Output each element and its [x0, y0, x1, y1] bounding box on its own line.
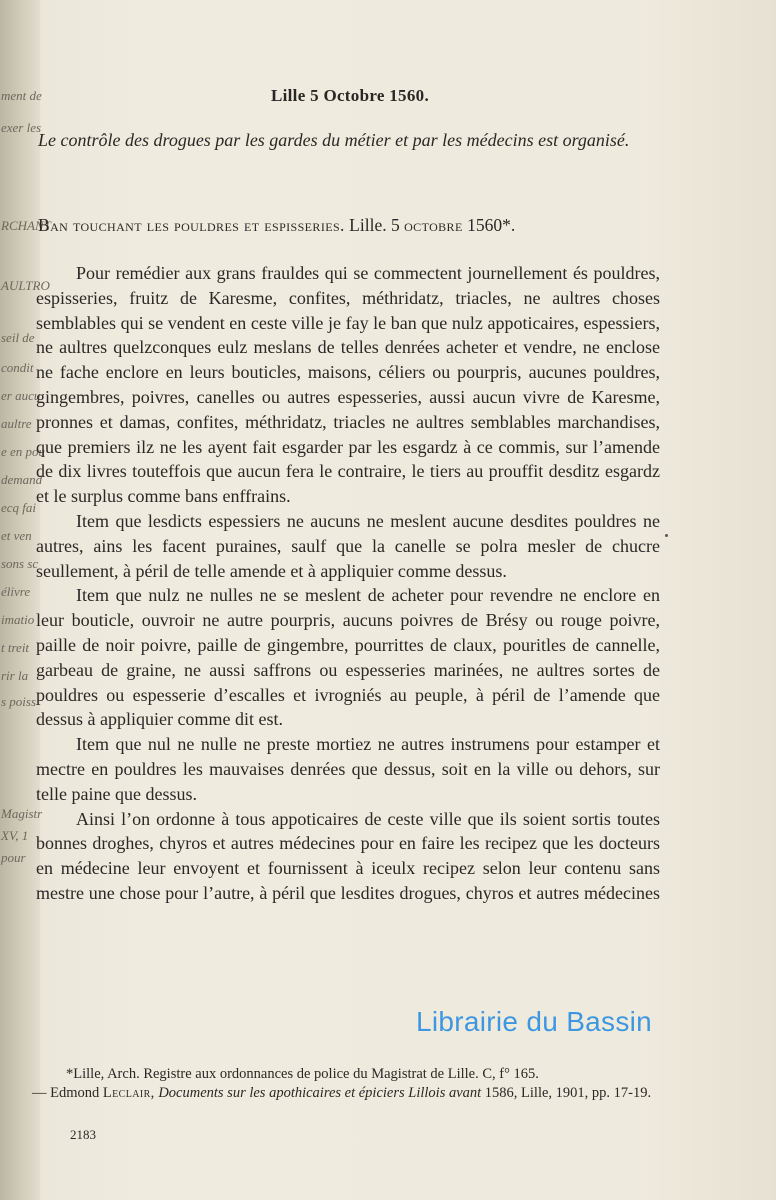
paragraph: Item que nulz ne nulles ne se meslent de acheter pour revendre ne enclore en leur bouticle, ouvroir ne autre pourpris, aucuns poivres de Brésy ou rouge poivre, paille de noir poivre, paille de gingembre, pourrittes de claux, pouritles de cannelle, garbeau de graine, ne aussi saffrons ou espesseries marinées, ne aultres sortes de pouldres ou espesserie d’escalles et ivrogniés au peuple, à péril de l’amende que dessus à appliquier comme dit est. [36, 585, 660, 730]
margin-bleed-text: ment de [1, 88, 42, 103]
footnote-author: Leclair, [102, 1084, 155, 1101]
margin-bleed-text: er aucu [1, 388, 41, 403]
paragraph: Item que lesdicts espessiers ne aucuns ne meslent aucune desdites pouldres ne autres, ains les facent puraines, saulf que la canelle se polra mesler de chucre seullement, à péril de telle amende et à appliquier comme dessus. [36, 510, 660, 581]
margin-bleed-text: condit [1, 360, 34, 375]
ban-heading-title: Ban touchant les pouldres et espisseries. [38, 215, 345, 235]
margin-bleed-text: pour [1, 850, 26, 865]
margin-bleed-text: exer les [1, 120, 42, 135]
margin-bleed-text: AULTRO [1, 278, 50, 293]
margin-bleed-text: XV, 1 [1, 828, 29, 843]
paragraph: Ainsi l’on ordonne à tous appoticaires de ceste ville que ils soient sortis toutes bonnes droghes, chyros et autres médecines pour en faire les recipez que les docteurs en médecine leur envoyent et fournissent à iceulx recipez selon leur contenu sans mestre une chose pour l’autre, à péril que lesdites drogues, chyros et autres médecines [36, 808, 660, 903]
margin-bleed-text: e en pou [1, 444, 46, 459]
margin-bleed-text: RCHANT [1, 218, 51, 233]
footnote-work: Documents sur les apothicaires et épiciers Lillois avant [158, 1084, 482, 1101]
ban-heading-place: Lille. 5 [349, 215, 400, 235]
margin-bleed-text: imatio [1, 612, 35, 627]
footnote-line: *Lille, Arch. Registre aux ordonnances de police du Magistrat de Lille. C, f° 165. [66, 1066, 539, 1082]
footnote [32, 1065, 664, 1102]
margin-bleed-text: élivre [1, 584, 31, 599]
ban-heading-year: 1560*. [467, 215, 516, 235]
margin-bleed-text: rir la [1, 668, 29, 683]
ink-speck [665, 534, 668, 537]
ban-heading-month: octobre [404, 215, 463, 235]
document-title: Lille 5 Octobre 1560. [270, 86, 430, 105]
folio-number: 2183 [70, 1127, 96, 1142]
paragraph: Item que nul ne nulle ne preste mortiez ne autres instrumens pour estamper et mectre en pouldres les mauvaises denrées que dessus, soit en la ville ou dehors, sur telle paine que dessus. [36, 734, 660, 804]
ban-heading [38, 213, 660, 238]
footnote-dash: — Edmond [32, 1084, 100, 1101]
margin-bleed-text: aultre [1, 416, 32, 431]
paragraph: Pour remédier aux grans frauldes qui se commectent journellement és pouldres, espisseries, fruitz de Karesme, confites, méthridatz, triacles, ne aultres choses semblables qui se vendent en ceste ville je fay le ban que nulz appoticaires, espessiers, ne aultres quelzconques eulz meslans de telles denrées acheter et vendre, ne enclose ne fache enclore en leurs bouticles, maisons, céliers ou pourpris, aucunes pouldres, gingembres, poivres, canelles ou autres espesseries, aussi aucun vivre de Karesme, pronnes et damas, confites, méthridatz, triacles ne aultres semblables marchandises, que premiers ilz ne les ayent fait esgarder par les esgardz à ce commis, sur l’amende de dix livres touteffois que aucun fera le contraire, le tiers au prouffit desditz esgardz et le surplus comme bans enffrains. [36, 263, 660, 507]
margin-bleed-text: sons sc [1, 556, 39, 571]
margin-bleed-text: et ven [1, 528, 32, 543]
bookseller-watermark: Librairie du Bassin [416, 1006, 653, 1037]
margin-bleed-text: demand [1, 472, 43, 487]
footnote-year: 1586, [484, 1084, 518, 1101]
margin-bleed-text: s poiss [1, 694, 37, 709]
margin-bleed-text: t treit [1, 640, 30, 655]
margin-bleed-text: ecq fai [1, 500, 37, 515]
document-summary: Le contrôle des drogues par les gardes du métier et par les médecins est organisé. [38, 130, 630, 150]
ordinance-body [36, 261, 660, 906]
margin-bleed-text: seil de [1, 330, 35, 345]
footnote-tail: Lille, 1901, pp. 17-19. [521, 1084, 652, 1101]
margin-bleed-text: Magistr [1, 806, 43, 821]
facing-page-gutter [0, 0, 51, 1200]
